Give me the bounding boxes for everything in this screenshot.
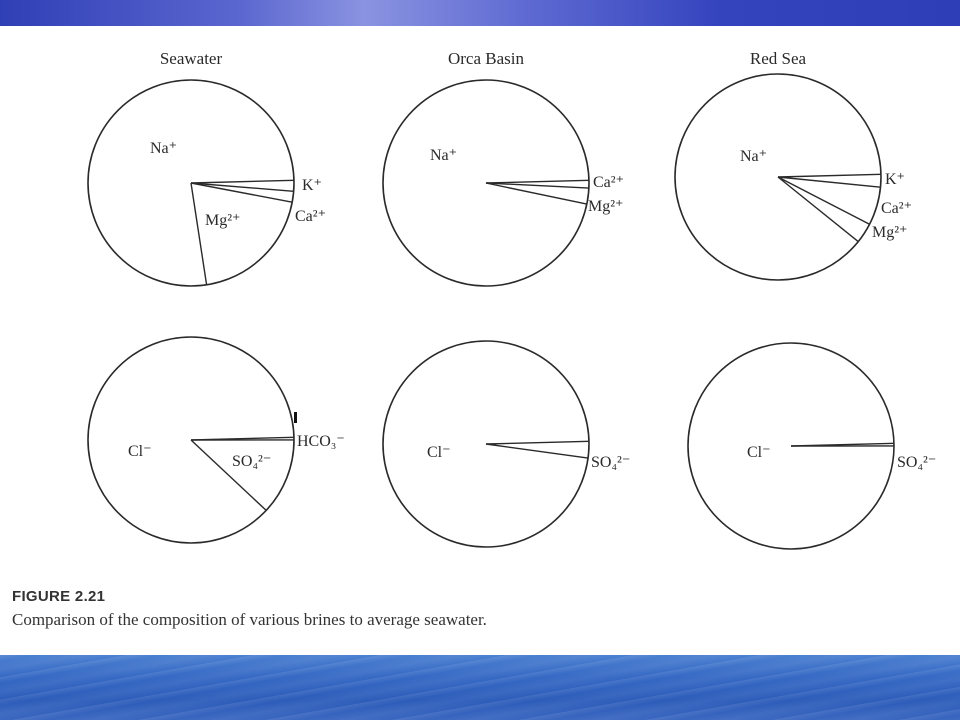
slice-label: Mg²⁺ bbox=[205, 212, 241, 229]
bottom-decorative-band bbox=[0, 655, 960, 720]
slice-label: SO₄²⁻ bbox=[232, 453, 272, 470]
slice-label: SO₄²⁻ bbox=[897, 454, 937, 471]
slice-label: Na⁺ bbox=[150, 140, 178, 157]
slice-boundary bbox=[191, 440, 266, 510]
slice-boundary bbox=[191, 183, 294, 191]
pie-title: Red Sea bbox=[749, 49, 807, 68]
slice-boundary bbox=[486, 441, 589, 444]
slice-label: Na⁺ bbox=[740, 148, 768, 165]
slice-label: Cl⁻ bbox=[128, 443, 152, 460]
pie-4 bbox=[88, 337, 345, 543]
slice-label: Ca²⁺ bbox=[295, 208, 327, 225]
pie-chart-grid bbox=[0, 26, 960, 655]
slice-label: K⁺ bbox=[885, 171, 905, 188]
pie-title: Orca Basin bbox=[447, 49, 525, 68]
pie-3 bbox=[675, 49, 912, 280]
slice-boundary bbox=[191, 183, 292, 202]
slice-boundary bbox=[486, 180, 589, 183]
slice-label: Ca²⁺ bbox=[881, 200, 913, 217]
slice-boundary bbox=[486, 444, 588, 458]
slice-label: Cl⁻ bbox=[747, 444, 771, 461]
pie-title: Seawater bbox=[159, 49, 223, 68]
figure-caption: Comparison of the composition of various brines to average seawater. bbox=[12, 610, 487, 629]
slice-boundary bbox=[778, 174, 881, 177]
slice-label: Mg²⁺ bbox=[872, 224, 908, 241]
pie-5 bbox=[383, 341, 630, 547]
slice-label: Na⁺ bbox=[430, 147, 458, 164]
figure-label: FIGURE 2.21 bbox=[12, 588, 106, 605]
slice-label: Ca²⁺ bbox=[593, 174, 625, 191]
pie-1 bbox=[88, 49, 326, 286]
slice-boundary bbox=[191, 180, 294, 183]
slice-label: HCO₃⁻ bbox=[297, 433, 345, 450]
slice-label: Mg²⁺ bbox=[588, 198, 624, 215]
slice-boundary bbox=[778, 177, 858, 242]
slice-label: K⁺ bbox=[302, 177, 322, 194]
pie-6 bbox=[688, 343, 936, 549]
slice-boundary bbox=[191, 183, 207, 285]
top-decorative-band bbox=[0, 0, 960, 26]
pie-2 bbox=[383, 49, 624, 286]
slice-label: SO₄²⁻ bbox=[591, 454, 631, 471]
slice-label: Cl⁻ bbox=[427, 444, 451, 461]
stray-tick-mark bbox=[294, 412, 297, 423]
